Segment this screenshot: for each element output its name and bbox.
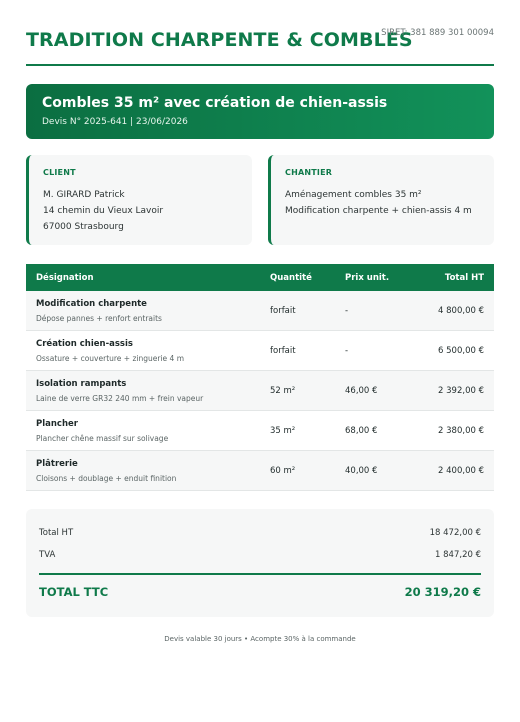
row-title: Modification charpente bbox=[36, 299, 147, 309]
tva-value: 1 847,20 € bbox=[435, 550, 481, 560]
row-quantity: 60 m² bbox=[270, 466, 296, 476]
table-row bbox=[26, 291, 494, 331]
row-title: Isolation rampants bbox=[36, 379, 127, 389]
row-unit-price: 40,00 € bbox=[345, 466, 378, 476]
row-quantity: forfait bbox=[270, 346, 296, 356]
row-description: Ossature + couverture + zinguerie 4 m bbox=[36, 354, 185, 363]
header-unit-price: Prix unit. bbox=[345, 273, 390, 283]
footer-note: Devis valable 30 jours • Acompte 30% à la commande bbox=[164, 635, 356, 643]
total-ht-label: Total HT bbox=[39, 528, 74, 538]
total-ht-value: 18 472,00 € bbox=[429, 528, 481, 538]
row-title: Plancher bbox=[36, 419, 78, 429]
row-total: 4 800,00 € bbox=[438, 306, 484, 316]
client-card-title: CLIENT bbox=[43, 168, 76, 177]
row-total: 2 392,00 € bbox=[438, 386, 484, 396]
table-row bbox=[26, 331, 494, 371]
row-total: 2 380,00 € bbox=[438, 426, 484, 436]
quote-title: Combles 35 m² avec création de chien-assis bbox=[42, 95, 388, 111]
row-title: Création chien-assis bbox=[36, 339, 133, 349]
total-ttc-label: TOTAL TTC bbox=[39, 585, 109, 599]
client-card bbox=[26, 155, 252, 245]
row-description: Laine de verre GR32 240 mm + frein vapeur bbox=[36, 394, 204, 403]
table-row bbox=[26, 371, 494, 411]
row-unit-price: - bbox=[345, 306, 349, 316]
row-description: Plancher chêne massif sur solivage bbox=[36, 434, 169, 443]
row-unit-price: - bbox=[345, 346, 349, 356]
quote-table bbox=[26, 264, 494, 491]
site-card bbox=[268, 155, 494, 245]
total-ttc-value: 20 319,20 € bbox=[404, 585, 481, 599]
row-quantity: 52 m² bbox=[270, 386, 296, 396]
document-header bbox=[26, 0, 494, 66]
row-title: Plâtrerie bbox=[36, 459, 78, 469]
site-card-title: CHANTIER bbox=[285, 168, 333, 177]
quote-number-date: Devis N° 2025-641 | 23/06/2026 bbox=[42, 117, 188, 127]
row-total: 6 500,00 € bbox=[438, 346, 484, 356]
client-city: 67000 Strasbourg bbox=[43, 222, 124, 232]
row-total: 2 400,00 € bbox=[438, 466, 484, 476]
site-line: Aménagement combles 35 m² bbox=[285, 190, 422, 200]
totals-divider bbox=[39, 573, 481, 575]
quote-banner bbox=[26, 84, 494, 139]
header-quantity: Quantité bbox=[270, 273, 312, 283]
row-quantity: 35 m² bbox=[270, 426, 296, 436]
row-unit-price: 68,00 € bbox=[345, 426, 378, 436]
row-unit-price: 46,00 € bbox=[345, 386, 378, 396]
table-header bbox=[26, 264, 494, 291]
company-name: TRADITION CHARPENTE & COMBLES bbox=[26, 29, 413, 51]
table-row bbox=[26, 451, 494, 491]
row-description: Dépose pannes + renfort entraits bbox=[36, 314, 162, 323]
table-row bbox=[26, 411, 494, 451]
client-street: 14 chemin du Vieux Lavoir bbox=[43, 206, 164, 216]
site-line: Modification charpente + chien-assis 4 m bbox=[285, 206, 472, 216]
row-description: Cloisons + doublage + enduit finition bbox=[36, 474, 177, 483]
totals-box bbox=[26, 509, 494, 617]
tva-label: TVA bbox=[39, 550, 56, 560]
header-total-ht: Total HT bbox=[444, 273, 484, 283]
siret-number: SIRET: 381 889 301 00094 bbox=[381, 28, 494, 38]
row-quantity: forfait bbox=[270, 306, 296, 316]
client-name: M. GIRARD Patrick bbox=[43, 190, 125, 200]
header-designation: Désignation bbox=[36, 273, 94, 283]
